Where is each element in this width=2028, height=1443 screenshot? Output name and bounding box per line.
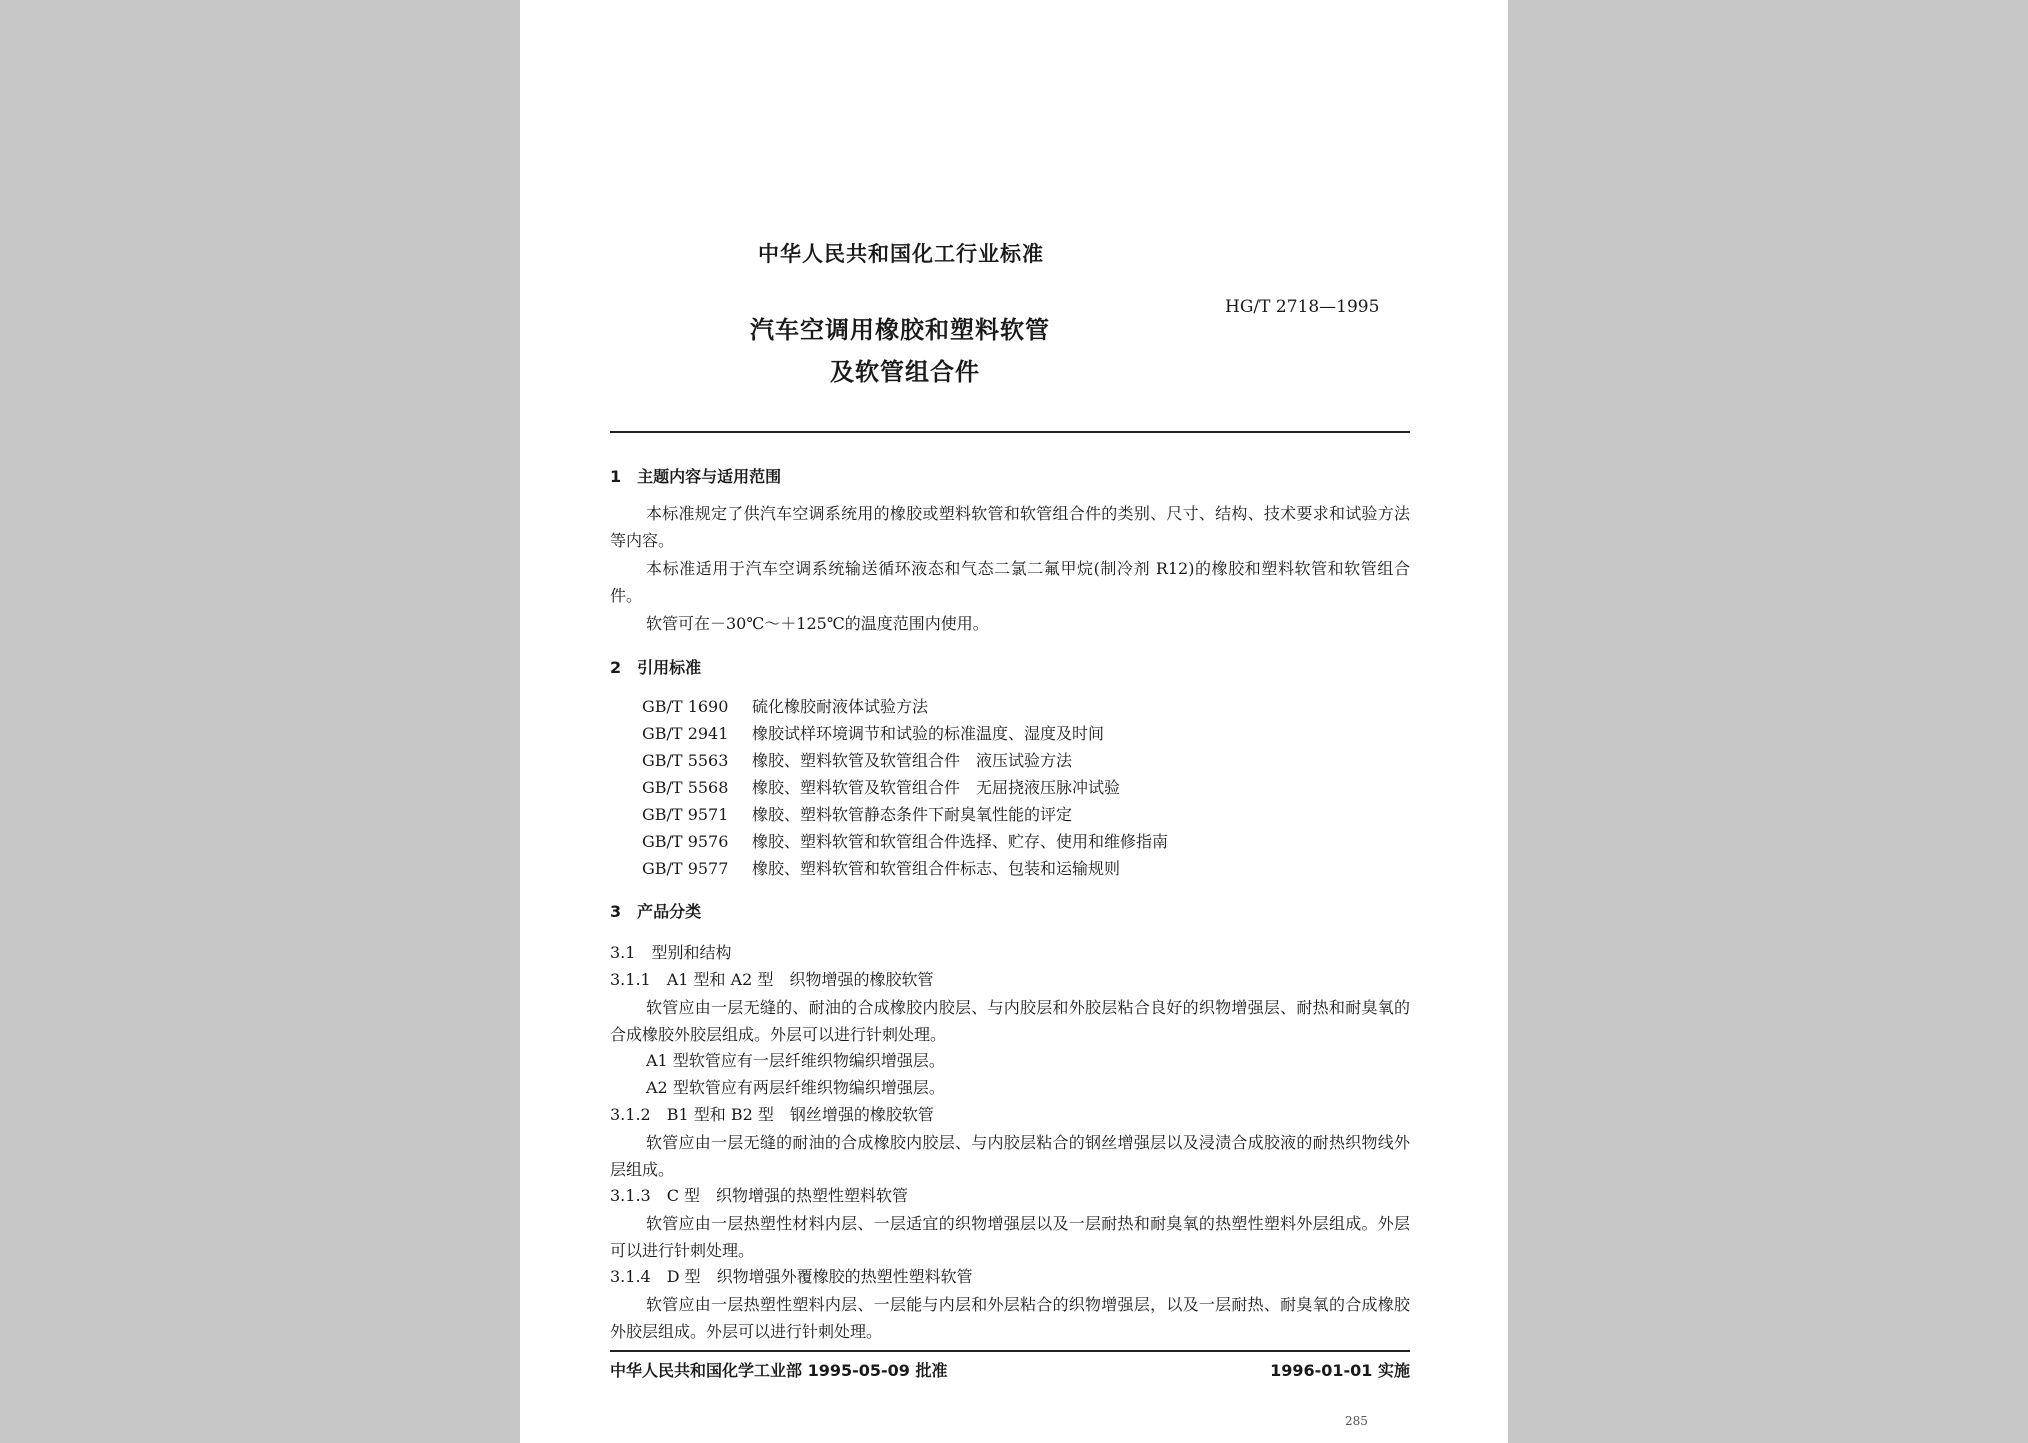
- title-line-1: 汽车空调用橡胶和塑料软管: [750, 316, 1050, 344]
- reference-title: 橡胶、塑料软管及软管组合件 液压试验方法: [752, 751, 1073, 770]
- reference-row: [642, 802, 1072, 825]
- title-line-2: 及软管组合件: [830, 358, 980, 386]
- approval-line: 中华人民共和国化学工业部 1995-05-09 批准: [610, 1361, 948, 1380]
- subsection-3-1-3-heading: 3.1.3 C 型 织物增强的热塑性塑料软管: [610, 1186, 909, 1205]
- paragraph-text: 软管应由一层热塑性塑料内层、一层能与内层和外层粘合的织物增强层，以及一层耐热、耐臭氧的合成橡胶外胶层组成。外层可以进行针刺处理。: [610, 1295, 1410, 1341]
- subsection-3-1-1-paragraph-3: A2 型软管应有两层纤维织物编织增强层。: [646, 1078, 945, 1097]
- section-2-heading: 2 引用标准: [610, 658, 702, 677]
- section-3-heading: 3 产品分类: [610, 902, 702, 921]
- reference-title: 橡胶试样环境调节和试验的标准温度、湿度及时间: [752, 724, 1105, 743]
- subsection-3-1-1-paragraph-2: A1 型软管应有一层纤维织物编织增强层。: [646, 1051, 945, 1070]
- reference-code: GB/T 5563: [642, 751, 729, 770]
- subsection-3-1-1-heading: 3.1.1 A1 型和 A2 型 织物增强的橡胶软管: [610, 970, 934, 989]
- subsection-3-1-heading: 3.1 型别和结构: [610, 943, 732, 962]
- reference-row: [642, 829, 1168, 852]
- reference-code: GB/T 9576: [642, 832, 729, 851]
- document-page: [520, 0, 1508, 1443]
- header-divider: [610, 431, 1410, 433]
- reference-title: 硫化橡胶耐液体试验方法: [752, 697, 929, 716]
- effective-date: 1996-01-01 实施: [1270, 1361, 1410, 1380]
- subsection-3-1-2-heading: 3.1.2 B1 型和 B2 型 钢丝增强的橡胶软管: [610, 1105, 934, 1124]
- reference-title: 橡胶、塑料软管及软管组合件 无屈挠液压脉冲试验: [752, 778, 1121, 797]
- section-1-paragraph-2: [610, 555, 1410, 609]
- reference-row: [642, 748, 1072, 771]
- paragraph-text: 软管可在－30℃～＋125℃的温度范围内使用。: [646, 614, 989, 633]
- org-standard-heading: 中华人民共和国化工行业标准: [758, 242, 1044, 266]
- reference-code: GB/T 5568: [642, 778, 729, 797]
- reference-row: [642, 856, 1120, 879]
- reference-title: 橡胶、塑料软管和软管组合件标志、包装和运输规则: [752, 859, 1121, 878]
- reference-title: 橡胶、塑料软管静态条件下耐臭氧性能的评定: [752, 805, 1073, 824]
- paragraph-text: 本标准适用于汽车空调系统输送循环液态和气态二氯二氟甲烷(制冷剂 R12)的橡胶和塑料软管和软管组合件。: [610, 559, 1410, 605]
- standard-number: HG/T 2718—1995: [1225, 297, 1380, 317]
- reference-code: GB/T 2941: [642, 724, 729, 743]
- section-1-paragraph-1: [610, 500, 1410, 554]
- subsection-3-1-4-heading: 3.1.4 D 型 织物增强外覆橡胶的热塑性塑料软管: [610, 1267, 973, 1286]
- reference-code: GB/T 1690: [642, 697, 729, 716]
- subsection-3-1-3-paragraph: [610, 1210, 1410, 1264]
- footer-divider: [610, 1350, 1410, 1352]
- subsection-3-1-4-paragraph: [610, 1291, 1410, 1345]
- paragraph-text: 软管应由一层热塑性材料内层、一层适宜的织物增强层以及一层耐热和耐臭氧的热塑性塑料外层组成。外层可以进行针刺处理。: [610, 1214, 1410, 1260]
- paragraph-text: 软管应由一层无缝的、耐油的合成橡胶内胶层、与内胶层和外胶层粘合良好的织物增强层、耐热和耐臭氧的合成橡胶外胶层组成。外层可以进行针刺处理。: [610, 998, 1410, 1044]
- reference-row: [642, 694, 928, 717]
- reference-code: GB/T 9577: [642, 859, 729, 878]
- page-number: 285: [1345, 1414, 1368, 1428]
- reference-row: [642, 775, 1120, 798]
- reference-row: [642, 721, 1104, 744]
- reference-title: 橡胶、塑料软管和软管组合件选择、贮存、使用和维修指南: [752, 832, 1169, 851]
- paragraph-text: 本标准规定了供汽车空调系统用的橡胶或塑料软管和软管组合件的类别、尺寸、结构、技术要求和试验方法等内容。: [610, 504, 1410, 550]
- paragraph-text: 软管应由一层无缝的耐油的合成橡胶内胶层、与内胶层粘合的钢丝增强层以及浸渍合成胶液的耐热织物线外层组成。: [610, 1133, 1410, 1179]
- subsection-3-1-1-paragraph-1: [610, 994, 1410, 1048]
- subsection-3-1-2-paragraph: [610, 1129, 1410, 1183]
- section-1-heading: 1 主题内容与适用范围: [610, 467, 782, 486]
- reference-code: GB/T 9571: [642, 805, 729, 824]
- section-1-paragraph-3: [610, 610, 1410, 637]
